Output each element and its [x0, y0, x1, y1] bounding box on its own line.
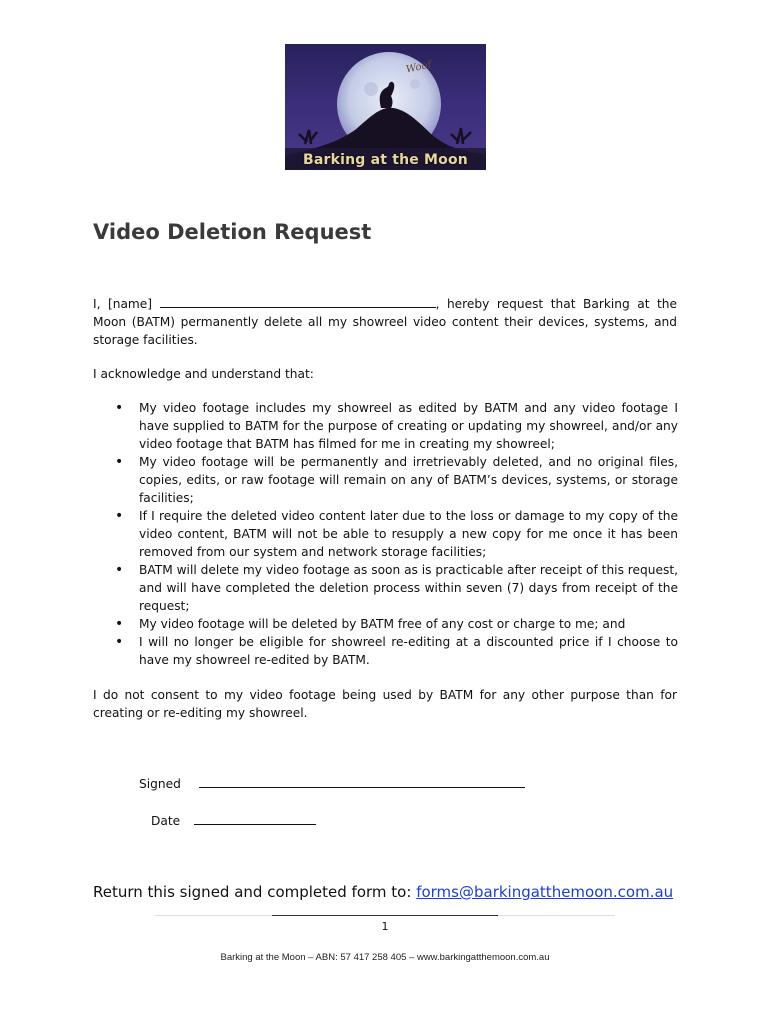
name-field[interactable] [160, 295, 436, 308]
intro-paragraph [93, 295, 677, 349]
footer-text: Barking at the Moon – ABN: 57 417 258 405 – www.barkingatthemoon.com.au [220, 952, 550, 963]
signed-label: Signed [139, 777, 181, 791]
signature-field[interactable] [199, 775, 525, 788]
date-row [151, 812, 316, 828]
date-field[interactable] [194, 812, 316, 825]
list-item: • If I require the deleted video content later due to the loss or damage to my copy of the video content, BATM will not be able to resupply a new copy for me once it has been removed from our system and network storage facilities; [112, 507, 678, 561]
list-item: • BATM will delete my video footage as soon as is practicable after receipt of this request, and will have completed the deletion process within seven (7) days from receipt of the request; [112, 561, 678, 615]
list-item: • My video footage will be permanently and irretrievably deleted, and no original files, copies, edits, or raw footage will remain on any of BATM’s devices, systems, or storage facilities; [112, 453, 678, 507]
signed-row [139, 775, 525, 791]
list-item: • My video footage will be deleted by BATM free of any cost or charge to me; and [112, 615, 678, 633]
logo-wordmark: Barking at the Moon [303, 152, 468, 168]
return-instruction [93, 883, 673, 901]
page-title: Video Deletion Request [93, 220, 372, 244]
list-item: • My video footage includes my showreel as edited by BATM and any video footage I have supplied to BATM for the purpose of creating or updating my showreel, and/or any video footage that BATM has filmed for me in creating my showreel; [112, 399, 678, 453]
logo-speech-text: Woof [405, 59, 433, 76]
acknowledgement-list [112, 399, 678, 669]
page-number: 1 [381, 920, 389, 933]
consent-paragraph: I do not consent to my video footage being used by BATM for any other purpose than for creating or re-editing my showreel. [93, 688, 677, 720]
footer-rule [272, 915, 498, 916]
return-email-link[interactable]: forms@barkingatthemoon.com.au [416, 883, 674, 901]
intro-prefix: I, [name] [93, 297, 153, 311]
acknowledge-line: I acknowledge and understand that: [93, 367, 314, 381]
return-text: Return this signed and completed form to: [93, 883, 417, 901]
date-label: Date [151, 814, 181, 828]
intro-suffix: , hereby request that Barking at the Moon (BATM) permanently delete all my showreel video content their devices, systems, and storage facilities. [93, 297, 677, 347]
logo [285, 44, 486, 170]
list-item: • I will no longer be eligible for showreel re-editing at a discounted price if I choose to have my showreel re-edited by BATM. [112, 633, 678, 669]
